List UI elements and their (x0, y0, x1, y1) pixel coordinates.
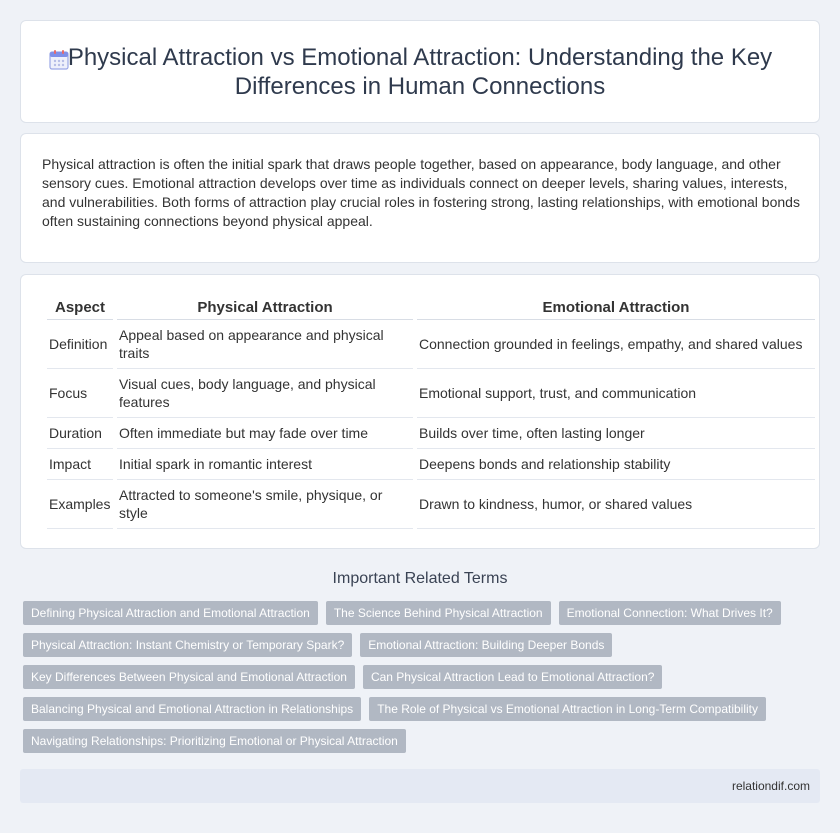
row-aspect: Focus (47, 369, 113, 418)
row-physical: Often immediate but may fade over time (117, 418, 413, 449)
table-header-row (47, 295, 815, 320)
related-term-tag[interactable]: Emotional Connection: What Drives It? (559, 601, 781, 625)
comparison-table (43, 295, 819, 529)
header-physical: Physical Attraction (117, 295, 413, 320)
table-row (47, 320, 815, 369)
row-emotional: Emotional support, trust, and communication (417, 369, 815, 418)
row-emotional: Connection grounded in feelings, empathy, and shared values (417, 320, 815, 369)
related-terms-title: Important Related Terms (332, 570, 508, 587)
intro-paragraph: Physical attraction is often the initial spark that draws people together, based on appearance, body language, and other sensory cues. Emotional attraction develops over time as individuals connect on deeper levels, sharing values, interests, and vulnerabilities. Both forms of attraction play crucial roles in fostering strong, lasting relationships, with emotional bonds often sustaining connections beyond physical appeal. (42, 156, 800, 229)
related-term-tag[interactable]: The Science Behind Physical Attraction (326, 601, 551, 625)
table-row (47, 449, 815, 480)
table-row (47, 418, 815, 449)
related-term-tag[interactable]: Key Differences Between Physical and Emotional Attraction (23, 665, 355, 689)
related-term-tag[interactable]: Emotional Attraction: Building Deeper Bonds (360, 633, 612, 657)
footer (20, 769, 820, 803)
related-term-tag[interactable]: The Role of Physical vs Emotional Attraction in Long-Term Compatibility (369, 697, 766, 721)
row-aspect: Examples (47, 480, 113, 529)
row-aspect: Definition (47, 320, 113, 369)
row-physical: Attracted to someone's smile, physique, or style (117, 480, 413, 529)
table-row (47, 369, 815, 418)
row-emotional: Drawn to kindness, humor, or shared values (417, 480, 815, 529)
comparison-card (20, 274, 820, 549)
row-physical: Appeal based on appearance and physical traits (117, 320, 413, 369)
header-emotional: Emotional Attraction (417, 295, 815, 320)
related-term-tag[interactable]: Balancing Physical and Emotional Attraction in Relationships (23, 697, 361, 721)
related-term-tag[interactable]: Physical Attraction: Instant Chemistry or Temporary Spark? (23, 633, 352, 657)
row-emotional: Deepens bonds and relationship stability (417, 449, 815, 480)
related-term-tag[interactable]: Defining Physical Attraction and Emotional Attraction (23, 601, 318, 625)
related-term-tag[interactable]: Navigating Relationships: Prioritizing Emotional or Physical Attraction (23, 729, 406, 753)
intro-card (20, 133, 820, 263)
footer-site-link[interactable]: relationdif.com (731, 779, 810, 793)
page-title: Physical Attraction vs Emotional Attraction: Understanding the Key Differences in Human Connections (67, 43, 773, 100)
header-aspect: Aspect (47, 295, 113, 320)
row-physical: Visual cues, body language, and physical features (117, 369, 413, 418)
related-term-tag[interactable]: Can Physical Attraction Lead to Emotional Attraction? (363, 665, 663, 689)
title-card (20, 20, 820, 123)
related-terms-list (23, 601, 823, 761)
table-row (47, 480, 815, 529)
row-aspect: Duration (47, 418, 113, 449)
row-emotional: Builds over time, often lasting longer (417, 418, 815, 449)
row-aspect: Impact (47, 449, 113, 480)
row-physical: Initial spark in romantic interest (117, 449, 413, 480)
